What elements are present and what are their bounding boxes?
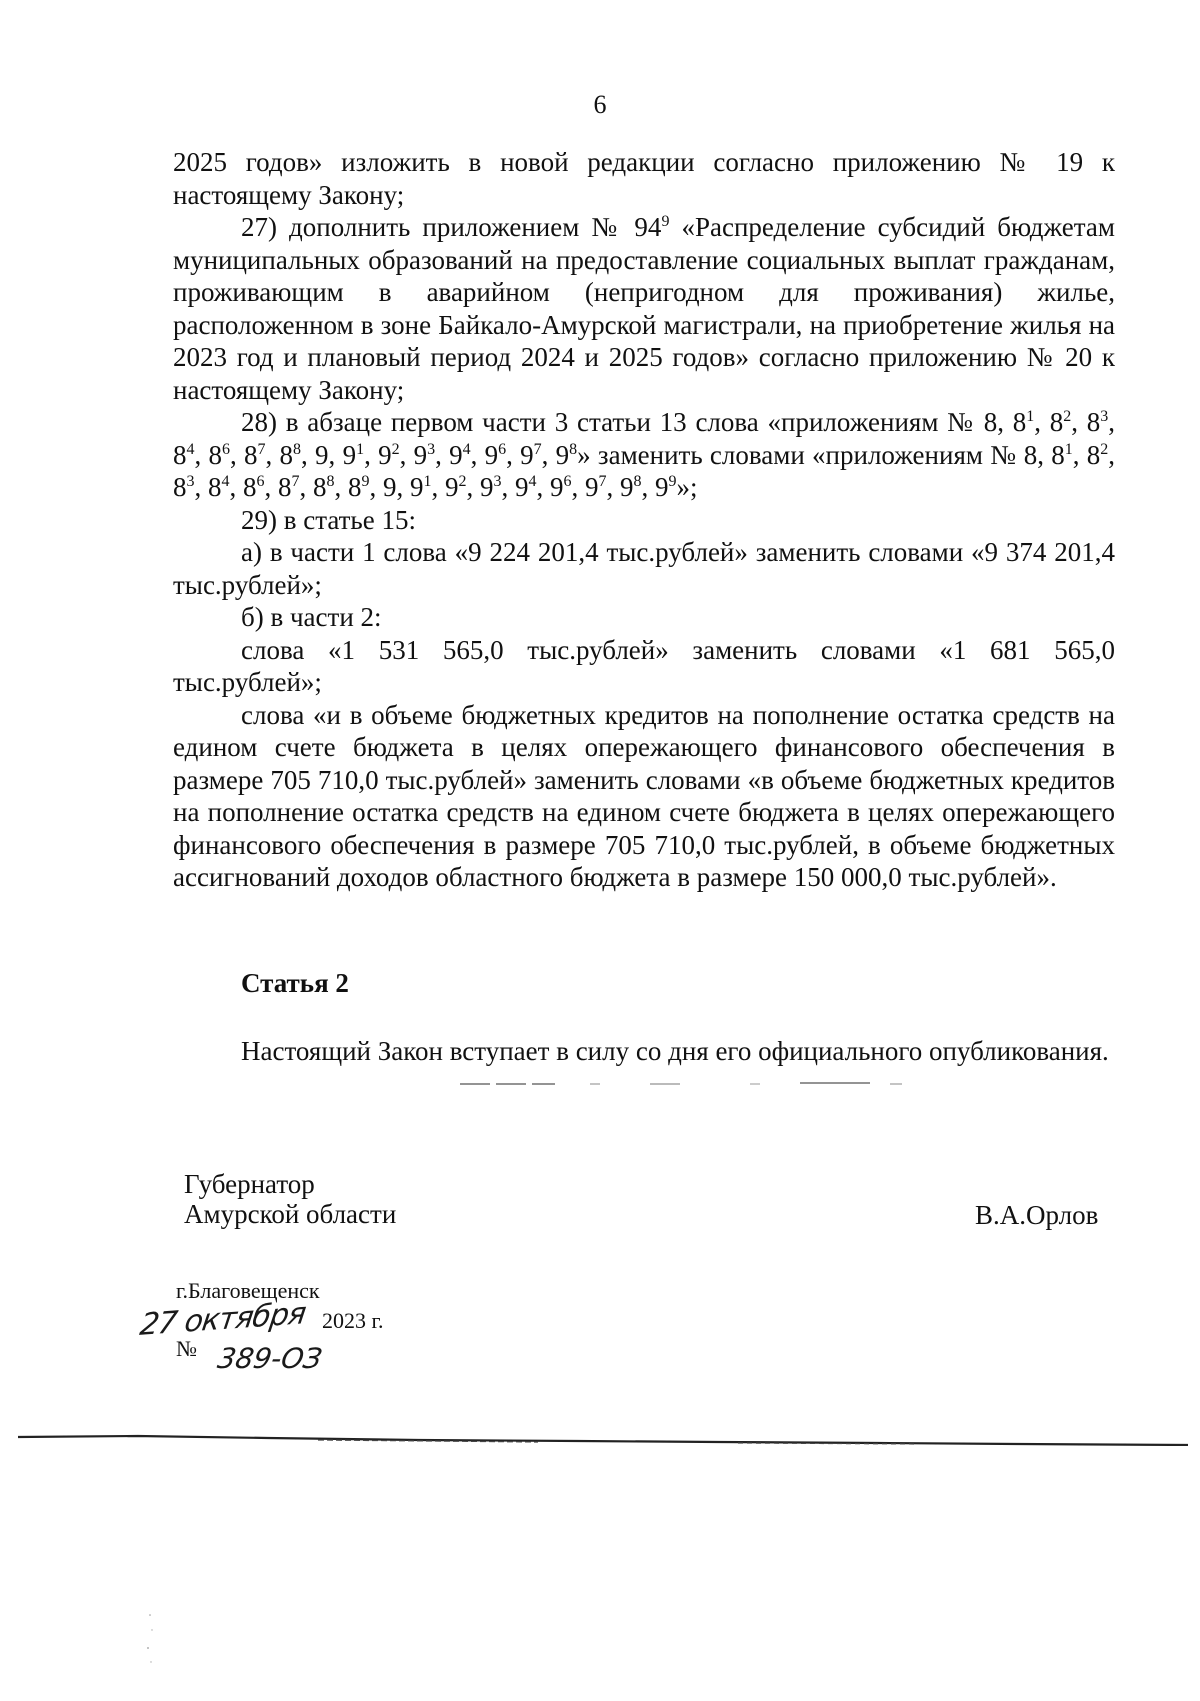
number-sign: № [176,1336,197,1361]
paragraph-item-29b: б) в части 2: [241,602,382,632]
date-year: 2023 г. [322,1308,384,1333]
article-paragraph: Настоящий Закон вступает в силу со дня его официального опубликования. [241,1036,1109,1066]
handwritten-date: 27 октября [137,1296,308,1343]
handwritten-law-number: 389-ОЗ [215,1342,325,1375]
governor-title-line2: Амурской области [184,1199,397,1229]
paragraph-item-28: 28) в абзаце первом части 3 статьи 13 слова «приложениям № 8, $8^1$, $8^2$, $8^3$, $8^4$, $8^6$, $8^7$, $8^8$, 9, $9^1$, $9^2$, $9^3$, $9^4$, $9^6$, $9^7$, $9^8$» заменить словами «приложениям № 8, $8^1$, $8^2$, $8^3$, $8^4$, $8^6$, $8^7$, $8^8$, $8^9$, 9, $9^1$, $9^2$, $9^3$, $9^4$, $9^6$, $9^7$, $9^8$, $9^9$»; [173,407,1116,502]
governor-name: В.А.Орлов [975,1200,1099,1230]
article-title: Статья 2 [241,968,349,998]
paragraph-words-2: слова «и в объеме бюджетных кредитов на пополнение остатка средств на едином счете бюджета в целях опережающего финансового обеспечения в размере 705 710,0 тыс.рублей» заменить словами «в объеме бюджетных кредитов на пополнение остатка средств на едином счете бюджета в целях опережающего финансового обеспечения в размере 705 710,0 тыс.рублей, в объеме бюджетных ассигнований доходов областного бюджета в размере 150 000,0 тыс.рублей». [173,699,1115,892]
scan-specks [130,1610,170,1670]
governor-title-line1: Губернатор [184,1169,315,1199]
law-number-line [176,1336,476,1376]
article-body [173,1035,1115,1067]
document-body [173,146,1115,894]
paragraph-continuation: 2025 годов» изложить в новой редакции согласно приложению № 19 к настоящему Закону; [173,147,1115,210]
paragraph-item-29a: а) в части 1 слова «9 224 201,4 тыс.рублей» заменить словами «9 374 201,4 тыс.рублей»; [173,537,1115,600]
paragraph-item-29: 29) в статье 15: [241,504,416,535]
page-divider-line [18,1432,1188,1446]
page-number: 6 [593,90,607,119]
city-name: г.Благовещенск [176,1278,320,1303]
paragraph-item-27: 27) дополнить приложением № $94^9$ «Распределение субсидий бюджетам муниципальных образований на предоставление социальных выплат гражданам, проживающим в аварийном (непригодном для проживания) жилье, расположенном в зоне Байкало-Амурской магистрали, на приобретение жилья на 2023 год и плановый период 2024 и 2025 годов» согласно приложению № 20 к настоящему Закону; [173,212,1115,405]
scan-artifact-dashes [450,1078,920,1088]
paragraph-words-1: слова «1 531 565,0 тыс.рублей» заменить словами «1 681 565,0 тыс.рублей»; [173,634,1115,697]
governor-title [184,1169,396,1229]
